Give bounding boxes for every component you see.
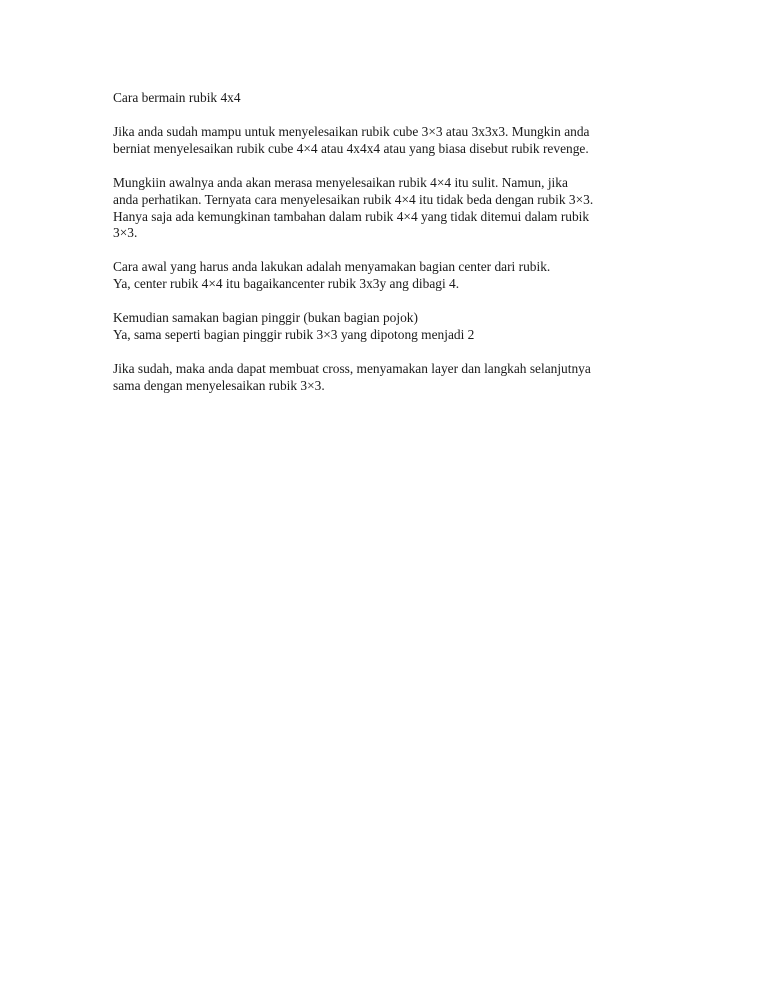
paragraph-line: Kemudian samakan bagian pinggir (bukan bagian pojok) xyxy=(113,310,418,326)
document-title: Cara bermain rubik 4x4 xyxy=(113,90,241,105)
paragraph-line: 3×3. xyxy=(113,225,138,241)
paragraph-line: Hanya saja ada kemungkinan tambahan dalam rubik 4×4 yang tidak ditemui dalam rubik xyxy=(113,208,590,224)
paragraph-line: Ya, sama seperti bagian pinggir rubik 3×3 yang dipotong menjadi 2 xyxy=(113,327,475,343)
paragraph-line: Jika anda sudah mampu untuk menyelesaikan rubik cube 3×3 atau 3x3x3. Mungkin anda xyxy=(113,123,590,139)
paragraph-4 xyxy=(113,310,673,344)
paragraph-2 xyxy=(113,175,673,243)
paragraph-line: Jika sudah, maka anda dapat membuat cross, menyamakan layer dan langkah selanjutnya xyxy=(113,360,591,376)
paragraph-line: Mungkiin awalnya anda akan merasa menyelesaikan rubik 4×4 itu sulit. Namun, jika xyxy=(113,174,568,190)
paragraph-3 xyxy=(113,259,673,293)
paragraph-line: Ya, center rubik 4×4 itu bagaikancenter rubik 3x3y ang dibagi 4. xyxy=(113,276,460,292)
paragraph-5 xyxy=(113,361,673,395)
paragraph-line: anda perhatikan. Ternyata cara menyelesaikan rubik 4×4 itu tidak beda dengan rubik 3×3. xyxy=(113,191,594,207)
document-body xyxy=(113,90,673,412)
paragraph-1 xyxy=(113,124,673,158)
paragraph-line: berniat menyelesaikan rubik cube 4×4 atau 4x4x4 atau yang biasa disebut rubik revenge. xyxy=(113,140,589,156)
paragraph-line: Cara awal yang harus anda lakukan adalah menyamakan bagian center dari rubik. xyxy=(113,259,551,275)
paragraph-line: sama dengan menyelesaikan rubik 3×3. xyxy=(113,377,325,393)
